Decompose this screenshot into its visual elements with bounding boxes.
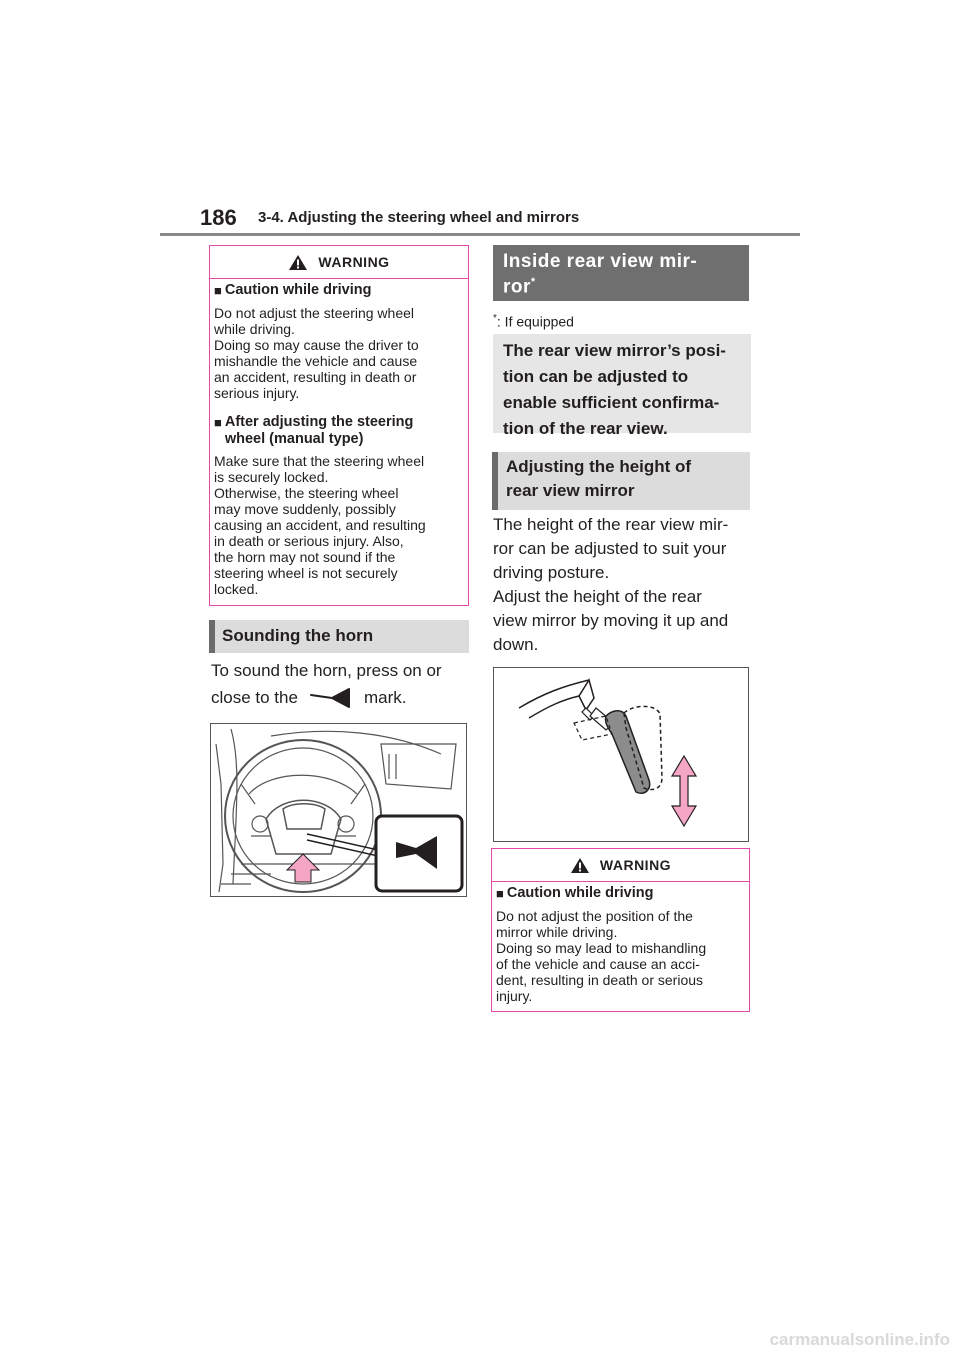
mirror-para-2: Adjust the height of the rear view mirror by moving it up and down. <box>493 587 729 654</box>
steering-wheel-figure <box>210 723 467 897</box>
horn-instruction: To sound the horn, press on or close to the mark. <box>211 661 442 707</box>
warning-box-left <box>209 245 469 606</box>
warning-item-text: Do not adjust the steering wheel while driving. Doing so may cause the driver to mishandle the vehicle and cause an accident, resulting in death or serious injury. <box>214 305 419 401</box>
warning-label: WARNING <box>318 254 390 270</box>
mirror-heading: Inside rear view mir- ror* <box>493 245 749 301</box>
mirror-para-1: The height of the rear view mir- ror can be adjusted to suit your driving posture. <box>493 515 729 582</box>
warning-header <box>210 246 468 279</box>
page-number: 186 <box>200 205 237 230</box>
warning-triangle-icon <box>288 254 308 271</box>
mirror-subheading: Adjusting the height of rear view mirror <box>492 452 750 510</box>
warning-box-right <box>491 848 750 1012</box>
rear-view-mirror-figure <box>493 667 749 842</box>
header-rule <box>160 233 800 236</box>
section-title: 3-4. Adjusting the steering wheel and mirrors <box>258 209 580 226</box>
horn-heading: Sounding the horn <box>209 620 469 653</box>
horn-icon <box>308 687 354 709</box>
warning-triangle-icon <box>570 857 590 874</box>
warning-item-title: ■ Caution while driving <box>214 282 372 298</box>
square-bullet-icon: ■ <box>496 886 504 901</box>
mirror-lead: The rear view mirror’s posi- tion can be adjusted to enable sufficient confirma- tion of the rear view. <box>493 334 751 433</box>
warning-item-text: Do not adjust the position of the mirror while driving. Doing so may lead to mishandling of the vehicle and cause an acci- dent, resulting in death or serious injury. <box>496 908 707 1004</box>
warning-item-title: ■ Caution while driving <box>496 885 654 901</box>
footnote: *: If equipped <box>493 313 574 330</box>
warning-item-title: ■ After adjusting the steering wheel (manual type) <box>214 414 414 447</box>
square-bullet-icon: ■ <box>214 415 222 430</box>
watermark: carmanualsonline.info <box>769 1330 950 1349</box>
square-bullet-icon: ■ <box>214 283 222 298</box>
warning-label: WARNING <box>599 857 672 873</box>
mirror-illustration <box>494 668 748 841</box>
warning-header <box>492 849 749 882</box>
warning-item-text: Make sure that the steering wheel is securely locked. Otherwise, the steering wheel may move suddenly, possibly causing an accident, and resulting in death or serious injury. Also, the horn may not sound if the steering wheel is not securely locked. <box>214 453 426 597</box>
steering-wheel-illustration <box>211 724 466 896</box>
